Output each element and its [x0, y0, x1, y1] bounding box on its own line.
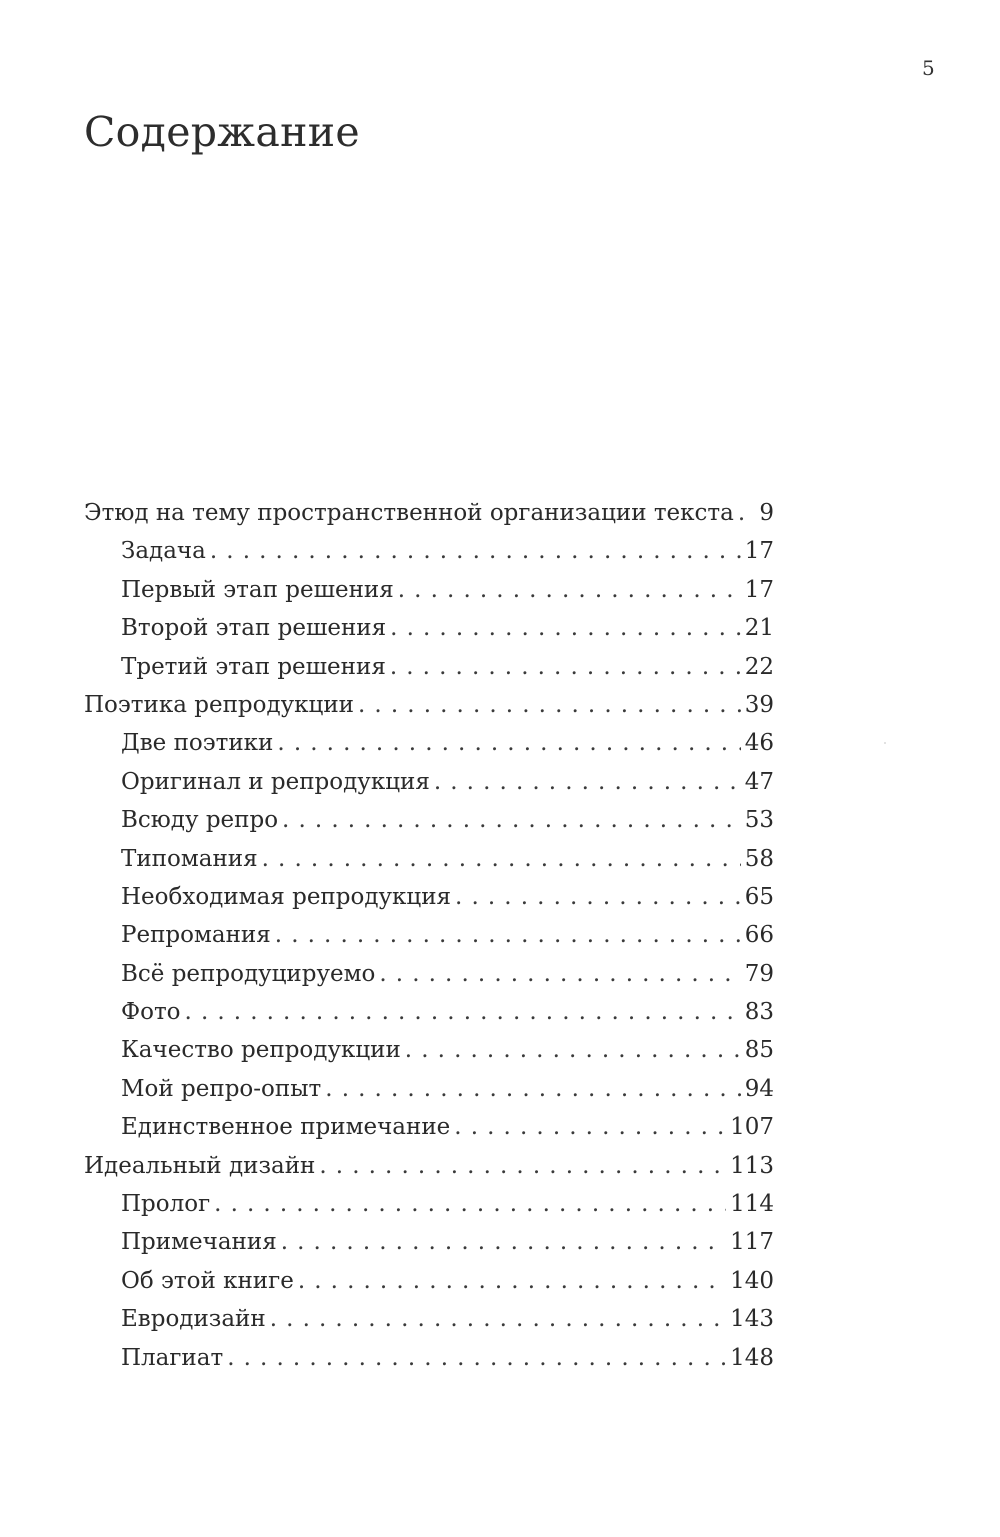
toc-entry-title: Единственное примечание	[121, 1114, 451, 1141]
toc-entry-page: 47	[744, 768, 774, 795]
toc-dot-leader	[358, 686, 741, 724]
toc-entry-title: Плагиат	[121, 1344, 224, 1371]
toc-entry-title: Об этой книге	[121, 1267, 294, 1294]
toc-dot-leader	[275, 916, 741, 954]
toc-subsection-entry[interactable]	[84, 1223, 774, 1261]
toc-subsection-entry[interactable]	[84, 532, 774, 570]
toc-entry-page: 58	[744, 845, 774, 872]
toc-dot-leader	[325, 1070, 740, 1108]
toc-dot-leader	[282, 801, 741, 839]
toc-subsection-entry[interactable]	[84, 1185, 774, 1223]
toc-entry-page: 83	[744, 999, 774, 1026]
toc-dot-leader	[210, 532, 741, 570]
toc-entry-page: 39	[744, 691, 774, 718]
toc-entry-title: Этюд на тему пространственной организации текста	[84, 500, 734, 526]
toc-subsection-entry[interactable]	[84, 1262, 774, 1300]
toc-subsection-entry[interactable]	[84, 1300, 774, 1338]
toc-entry-title: Оригинал и репродукция	[121, 768, 430, 795]
toc-entry-title: Всё репродуцируемо	[121, 960, 376, 987]
toc-subsection-entry[interactable]	[84, 801, 774, 839]
table-of-contents	[84, 494, 774, 1377]
toc-entry-page: 143	[730, 1306, 774, 1333]
toc-entry-page: 107	[730, 1114, 774, 1141]
toc-dot-leader	[298, 1262, 726, 1300]
toc-subsection-entry[interactable]	[84, 1108, 774, 1146]
toc-entry-page: 17	[744, 576, 774, 603]
toc-entry-title: Необходимая репродукция	[121, 883, 452, 910]
toc-entry-title: Две поэтики	[121, 730, 274, 757]
toc-entry-page: 53	[744, 807, 774, 834]
toc-entry-title: Идеальный дизайн	[84, 1152, 316, 1179]
toc-entry-page: 85	[744, 1037, 774, 1064]
toc-section-entry[interactable]	[84, 1147, 774, 1185]
toc-entry-page: 117	[730, 1229, 774, 1256]
toc-entry-page: 114	[730, 1191, 774, 1218]
paper-speck	[884, 742, 886, 744]
toc-entry-page: 21	[744, 615, 774, 642]
toc-entry-page: 94	[744, 1075, 774, 1102]
toc-entry-title: Мой репро-опыт	[121, 1075, 322, 1102]
toc-entry-page: 148	[730, 1344, 774, 1371]
toc-entry-title: Примечания	[121, 1229, 277, 1256]
toc-subsection-entry[interactable]	[84, 763, 774, 801]
toc-entry-page: 22	[744, 653, 774, 680]
toc-dot-leader	[405, 1031, 741, 1069]
toc-subsection-entry[interactable]	[84, 724, 774, 762]
toc-entry-title: Фото	[121, 999, 181, 1026]
toc-dot-leader	[390, 648, 741, 686]
toc-entry-title: Первый этап решения	[121, 576, 394, 603]
toc-entry-page: 113	[730, 1152, 774, 1179]
toc-dot-leader	[262, 840, 741, 878]
toc-dot-leader	[455, 878, 741, 916]
toc-entry-title: Второй этап решения	[121, 615, 387, 642]
toc-entry-page: 46	[744, 730, 774, 757]
toc-entry-title: Всюду репро	[121, 807, 279, 834]
toc-dot-leader	[390, 609, 741, 647]
toc-dot-leader	[227, 1339, 726, 1377]
toc-dot-leader	[270, 1300, 726, 1338]
toc-dot-leader	[738, 494, 755, 532]
toc-dot-leader	[185, 993, 741, 1031]
toc-section-entry[interactable]	[84, 494, 774, 532]
toc-entry-page: 9	[759, 500, 774, 526]
toc-subsection-entry[interactable]	[84, 916, 774, 954]
toc-subsection-entry[interactable]	[84, 609, 774, 647]
toc-entry-title: Репромания	[121, 922, 271, 949]
toc-entry-title: Задача	[121, 538, 206, 565]
toc-subsection-entry[interactable]	[84, 993, 774, 1031]
toc-subsection-entry[interactable]	[84, 878, 774, 916]
toc-subsection-entry[interactable]	[84, 1031, 774, 1069]
toc-dot-leader	[379, 955, 740, 993]
toc-subsection-entry[interactable]	[84, 840, 774, 878]
toc-dot-leader	[214, 1185, 726, 1223]
toc-dot-leader	[281, 1223, 726, 1261]
toc-dot-leader	[398, 571, 741, 609]
toc-dot-leader	[277, 724, 740, 762]
toc-entry-title: Евродизайн	[121, 1306, 266, 1333]
toc-entry-title: Поэтика репродукции	[84, 691, 354, 718]
toc-subsection-entry[interactable]	[84, 955, 774, 993]
toc-entry-page: 79	[744, 960, 774, 987]
toc-entry-title: Пролог	[121, 1191, 211, 1218]
toc-entry-page: 65	[744, 883, 774, 910]
toc-subsection-entry[interactable]	[84, 571, 774, 609]
toc-subsection-entry[interactable]	[84, 1070, 774, 1108]
page-number: 5	[922, 56, 935, 80]
toc-subsection-entry[interactable]	[84, 648, 774, 686]
toc-dot-leader	[434, 763, 741, 801]
toc-entry-title: Качество репродукции	[121, 1037, 401, 1064]
toc-dot-leader	[319, 1147, 726, 1185]
toc-entry-title: Типомания	[121, 845, 258, 872]
toc-entry-title: Третий этап решения	[121, 653, 386, 680]
page-title: Содержание	[84, 108, 360, 156]
toc-dot-leader	[454, 1108, 726, 1146]
toc-section-entry[interactable]	[84, 686, 774, 724]
toc-entry-page: 140	[730, 1267, 774, 1294]
toc-entry-page: 17	[744, 538, 774, 565]
toc-entry-page: 66	[744, 922, 774, 949]
toc-subsection-entry[interactable]	[84, 1339, 774, 1377]
